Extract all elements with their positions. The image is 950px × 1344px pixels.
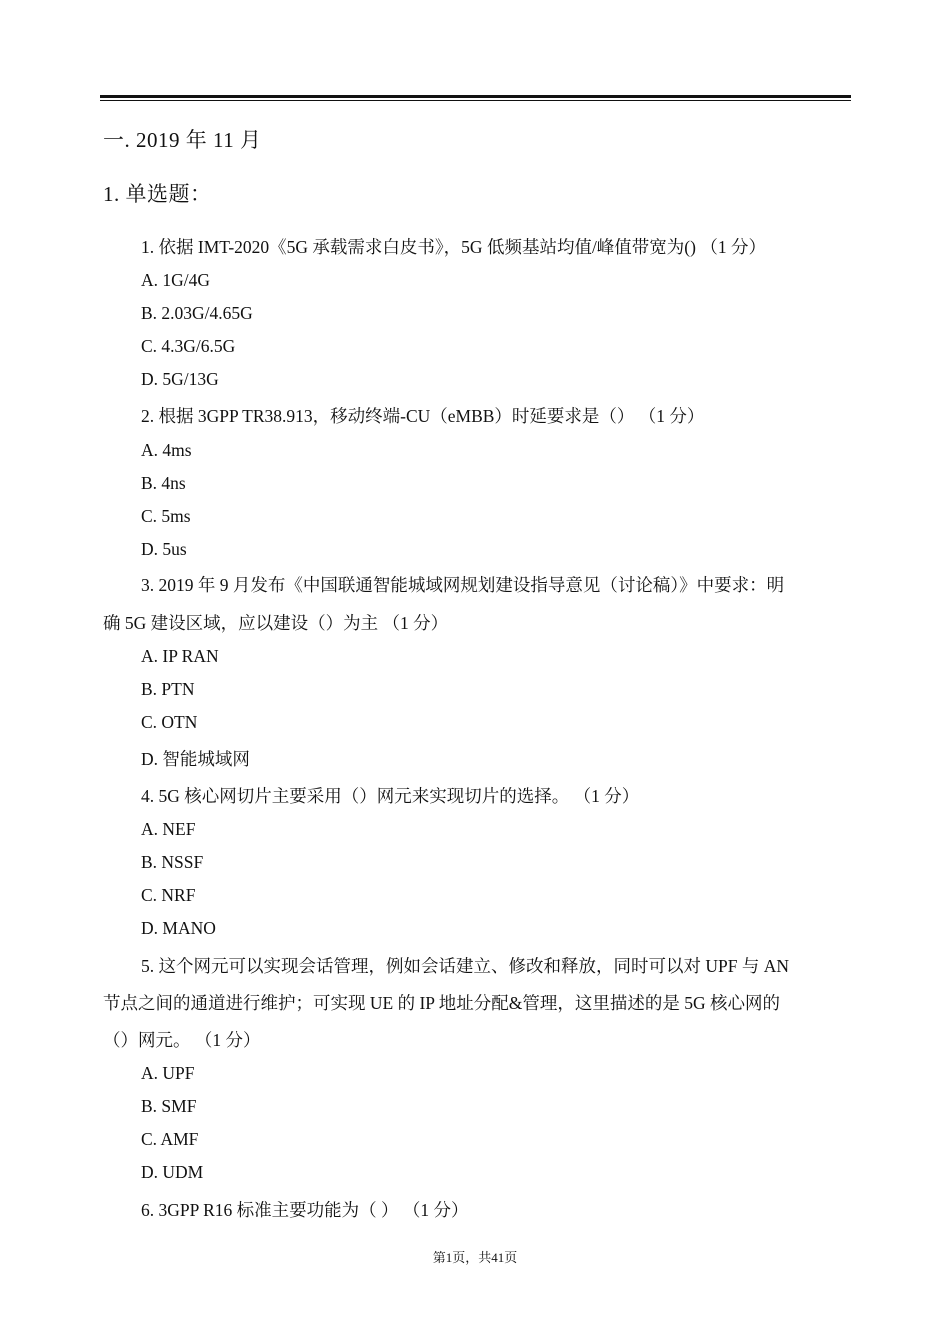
question-2-option-b: B. 4ns: [141, 473, 186, 493]
question-5-option-b: B. SMF: [141, 1096, 197, 1116]
question-4-option-a: A. NEF: [141, 819, 196, 839]
question-5-option-a: A. UPF: [141, 1063, 195, 1083]
question-1-option-c: C. 4.3G/6.5G: [141, 336, 236, 356]
question-3-option-d: D. 智能城域网: [141, 749, 250, 769]
section-heading: 一. 2019 年 11 月: [103, 128, 262, 152]
question-2-option-d: D. 5us: [141, 539, 187, 559]
question-1-option-a: A. 1G/4G: [141, 270, 211, 290]
question-1-option-d: D. 5G/13G: [141, 369, 219, 389]
question-1-text: 1. 依据 IMT-2020《5G 承载需求白皮书》，5G 低频基站均值/峰值带宽为() （1 分）: [141, 237, 766, 257]
question-5-text: 5. 这个网元可以实现会话管理，例如会话建立、修改和释放，同时可以对 UPF 与 AN: [141, 956, 790, 976]
question-5-option-c: C. AMF: [141, 1129, 199, 1149]
question-4-text: 4. 5G 核心网切片主要采用（）网元来实现切片的选择。 （1 分）: [141, 786, 640, 806]
question-1-option-b: B. 2.03G/4.65G: [141, 303, 253, 323]
question-5-text-cont-1: 节点之间的通道进行维护；可实现 UE 的 IP 地址分配&管理，这里描述的是 5G 核心网的: [103, 993, 780, 1013]
subsection-heading: 1. 单选题：: [103, 182, 212, 206]
question-5-text-cont-2: （）网元。 （1 分）: [103, 1030, 261, 1050]
header-rule-thin: [100, 100, 851, 101]
question-6-text: 6. 3GPP R16 标准主要功能为（ ） （1 分）: [141, 1200, 469, 1220]
question-4-option-d: D. MANO: [141, 918, 216, 938]
page-footer: 第1页，共41页: [432, 1250, 518, 1265]
question-2-text: 2. 根据 3GPP TR38.913，移动终端-CU（eMBB）时延要求是（） （1 分）: [141, 406, 705, 426]
question-3-text: 3. 2019 年 9 月发布《中国联通智能城域网规划建设指导意见（讨论稿）》中要求：明: [141, 575, 785, 595]
question-4-option-c: C. NRF: [141, 885, 196, 905]
question-5-option-d: D. UDM: [141, 1162, 204, 1182]
question-3-option-b: B. PTN: [141, 679, 195, 699]
question-2-option-c: C. 5ms: [141, 506, 191, 526]
question-4-option-b: B. NSSF: [141, 852, 204, 872]
question-3-option-c: C. OTN: [141, 712, 198, 732]
question-2-option-a: A. 4ms: [141, 440, 192, 460]
question-3-text-cont: 确 5G 建设区域，应以建设（）为主 （1 分）: [103, 613, 449, 633]
question-3-option-a: A. IP RAN: [141, 646, 219, 666]
header-rule-thick: [100, 95, 851, 98]
